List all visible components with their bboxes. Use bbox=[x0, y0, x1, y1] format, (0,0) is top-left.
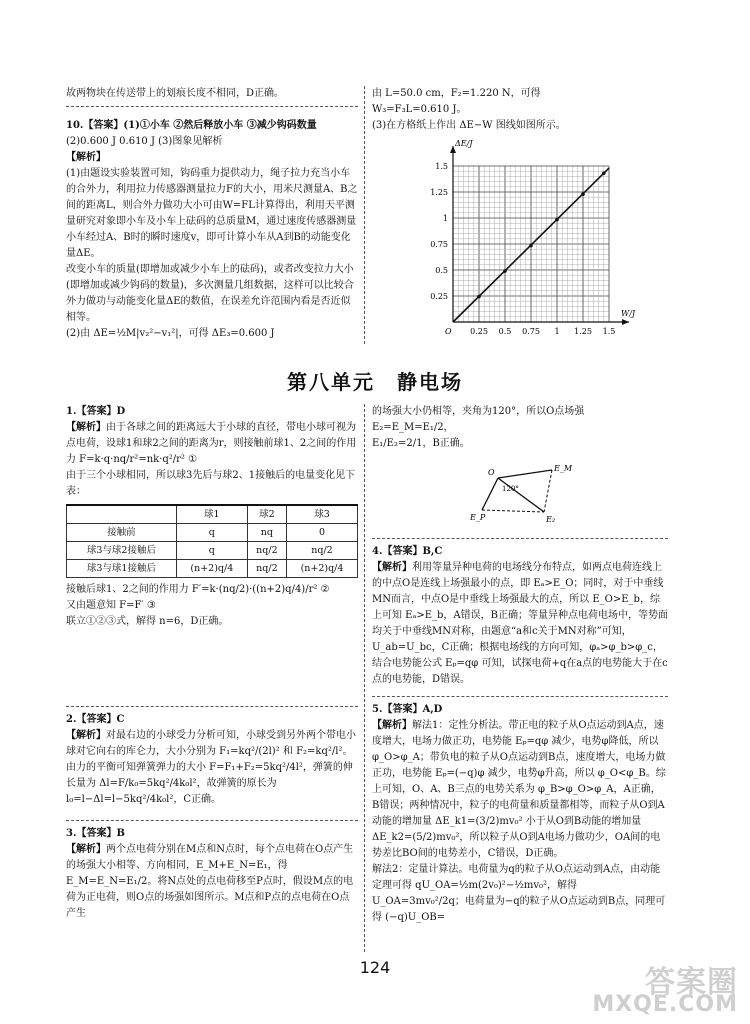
table-cell: (n+2)q/4 bbox=[176, 560, 247, 578]
y-axis-label: ΔE/J bbox=[455, 140, 473, 148]
q4-p1: 利用等量异种电荷的电场线分布特点，如两点电荷连线上的中点O是连线上场强最小的点，即 Eₐ>E_O；同时，对于中垂线MN而言，中点O是中垂线上场强最大的点，所以 E_O>E_b，综上可知 Eₐ>E_b，A错误，B正确；等量异种点电荷电场中，等势面均关于中垂线MN对称，由题意“a和c关于MN对称”可知，U_ab=U_bc，C正确；根据电场线的方向可知，φₐ>φ_b>φ_c，结合电势能公式 Eₚ=qφ 可知，试探电荷+q在a点的电势能大于在c点的电势能，D错误。 bbox=[372, 562, 668, 685]
parallelogram-side bbox=[482, 510, 544, 512]
q2-p1: 对最右边的小球受力分析可知，小球受到另外两个带电小球对它向右的库仑力，大小分别为 F₁=kq²/(2l)² 和 F₂=kq²/l²。 bbox=[66, 730, 356, 757]
prev-answer-tail: 故两物块在传送带上的划痕长度不相同，D正确。 bbox=[66, 88, 285, 99]
q10-answer-line2: (2)0.600 J 0.610 J (3)图象见解析 bbox=[66, 136, 223, 147]
y-tick-label: 1.5 bbox=[435, 162, 448, 171]
data-point bbox=[477, 295, 481, 299]
x-tick-label: 1 bbox=[554, 327, 560, 336]
divider bbox=[372, 696, 668, 697]
q10-analysis-tag: 【解析】 bbox=[66, 152, 106, 163]
q1-p1: 由于各球之间的距离远大于小球的直径，带电小球可视为点电荷，设球1和球2之间的距离为r，则接触前球1、2之间的作用力 F=k·q·nq/r²=nk·q²/r² ① bbox=[66, 422, 357, 465]
origin-label: O bbox=[445, 327, 452, 336]
q2-analysis-tag: 【解析】 bbox=[66, 730, 106, 741]
right-top-block bbox=[372, 86, 668, 134]
right-line1: 由 L=50.0 cm，F₂=1.220 N，可得 bbox=[372, 88, 541, 99]
q5-answer: 5.【答案】A,D bbox=[372, 704, 443, 715]
em-vector bbox=[498, 470, 552, 478]
table-cell: q bbox=[176, 524, 247, 542]
q10-block bbox=[66, 118, 358, 342]
divider bbox=[372, 538, 668, 539]
table-header-row bbox=[67, 505, 358, 524]
q1-analysis-tag: 【解析】 bbox=[66, 422, 106, 433]
table-cell: 接触前 bbox=[67, 524, 177, 542]
table-cell: nq/2 bbox=[247, 560, 286, 578]
y-tick-label: 0.5 bbox=[435, 266, 448, 275]
label-ep: E_P bbox=[470, 513, 486, 522]
q3-cont-p2: E₁/E₂=2/1，B正确。 bbox=[372, 438, 470, 449]
q1-p2: 由于三个小球相同，所以球3先后与球2、1接触后的电量变化见下表： bbox=[66, 470, 356, 497]
y-tick-label: 0.25 bbox=[430, 292, 448, 301]
right-line3: (3)在方格纸上作出 ΔE−W 图线如图所示。 bbox=[372, 120, 566, 131]
table-row bbox=[67, 542, 358, 560]
q3-block bbox=[66, 826, 358, 922]
q2-block bbox=[66, 712, 358, 808]
q3-answer: 3.【答案】B bbox=[66, 828, 125, 839]
table-row bbox=[67, 560, 358, 578]
q5-analysis-tag: 【解析】 bbox=[372, 720, 412, 731]
q1-p5: 联立①②③式，解得 n=6，D正确。 bbox=[66, 616, 229, 627]
table-header bbox=[67, 505, 177, 524]
x-tick-label: 0.5 bbox=[498, 327, 512, 336]
q3-cont-p1: 的场强大小仍相等，夹角为120°，所以O点场强 E₂=E_M=E₁/2， bbox=[372, 406, 585, 433]
data-point bbox=[581, 192, 585, 196]
q10-analysis-p3: (2)由 ΔE=½M|v₂²−v₁²|，可得 ΔE₃=0.600 J bbox=[66, 328, 275, 339]
data-point bbox=[529, 244, 533, 248]
q1-answer: 1.【答案】D bbox=[66, 406, 126, 417]
right-line2: W₃=F₃L=0.610 J。 bbox=[372, 104, 467, 115]
q10-analysis-p1: (1)由题设实验装置可知，钩码重力提供动力，绳子拉力充当小车的合外力，利用拉力传感器测量拉力F的大小，用米尺测量A、B之间的距离L，则合外力做功大小可由W=FL计算得出，利用天平测量研究对象即小车及小车上砝码的总质量M，通过速度传感器测量小车经过A、B时的瞬时速度v，即可计算小车从A到B的动能变化量ΔE。 bbox=[66, 168, 358, 259]
table-cell: 0 bbox=[287, 524, 358, 542]
column-separator bbox=[364, 404, 365, 952]
page-number: 124 bbox=[359, 958, 391, 977]
e2-vector bbox=[498, 478, 544, 512]
unit-title: 第八单元 静电场 bbox=[287, 370, 463, 394]
table-cell: nq bbox=[247, 524, 286, 542]
y-tick-label: 1 bbox=[442, 214, 448, 223]
q1-p4: 又由题意知 F=F′ ③ bbox=[66, 600, 156, 611]
q4-analysis-tag: 【解析】 bbox=[372, 562, 412, 573]
x-tick-label: 1.25 bbox=[574, 327, 592, 336]
x-tick-label: 0.25 bbox=[470, 327, 488, 336]
table-cell: 球3与球2接触后 bbox=[67, 542, 177, 560]
table-cell: 球3与球1接触后 bbox=[67, 560, 177, 578]
label-e2: E₂ bbox=[546, 515, 556, 524]
table-header: 球3 bbox=[287, 505, 358, 524]
q3-continued-block bbox=[372, 404, 668, 452]
left-top-block bbox=[66, 86, 358, 102]
q1-block bbox=[66, 404, 358, 630]
x-axis-label: W/J bbox=[621, 309, 635, 318]
divider bbox=[66, 820, 358, 821]
divider bbox=[66, 706, 358, 707]
q5-p2: 解法2：定量计算法。电荷量为q的粒子从O点运动到A点，由动能定理可得 qU_OA=½m(2v₀)²−½mv₀²，解得 U_OA=3mv₀²/2q；电荷量为−q的粒子从O点运动到B点，同理可得 (−q)U_OB= bbox=[372, 864, 666, 923]
table-row bbox=[67, 524, 358, 542]
data-point bbox=[602, 171, 606, 175]
table-cell: nq/2 bbox=[247, 542, 286, 560]
table-cell: (n+2)q/4 bbox=[287, 560, 358, 578]
parallelogram-side bbox=[544, 470, 552, 512]
q3-p1: 两个点电荷分别在M点和N点时，每个点电荷在O点产生的场强大小相等、方向相同，E_M+E_N=E₁，得 E_M=E_N=E₁/2。将N点处的点电荷移至P点时，假设M点的电荷为正电荷，则O点的场强如图所示。M点和P点的点电荷在O点产生 bbox=[66, 844, 354, 919]
label-em: E_M bbox=[554, 464, 573, 473]
data-point bbox=[555, 218, 559, 222]
table-cell: q bbox=[176, 542, 247, 560]
energy-work-chart bbox=[425, 140, 635, 345]
q4-answer: 4.【答案】B,C bbox=[372, 546, 443, 557]
data-point bbox=[503, 269, 507, 273]
ep-vector bbox=[482, 478, 498, 510]
q2-answer: 2.【答案】C bbox=[66, 714, 125, 725]
table-header: 球2 bbox=[247, 505, 286, 524]
x-tick-label: 1.5 bbox=[602, 327, 616, 336]
q2-p2: 由力的平衡可知弹簧弹力的大小 F=F₁+F₂=5kq²/4l²，弹簧的伸长量为 Δl=F/k₀=5kq²/4k₀l²，故弹簧的原长为 l₀=l−Δl=l−5kq²/4k₀l²，C正确。 bbox=[66, 762, 353, 805]
field-vector-diagram bbox=[468, 462, 580, 524]
watermark-logo: 答案圈 MXQE.COM bbox=[592, 965, 738, 1017]
column-separator bbox=[364, 86, 365, 344]
table-header: 球1 bbox=[176, 505, 247, 524]
charge-table bbox=[66, 504, 358, 578]
x-tick-label: 0.75 bbox=[522, 327, 540, 336]
q10-analysis-p2: 改变小车的质量(即增加或减少小车上的砝码)，或者改变拉力大小(即增加或减少钩码的数量)，多次测量几组数据，这样可以比较合外力做功与动能变化量ΔE的数值，在误差允许范围内看是否近似相等。 bbox=[66, 264, 354, 323]
q10-answer: 10.【答案】(1)①小车 ②然后释放小车 ③减少钩码数量 bbox=[66, 120, 317, 131]
q4-block bbox=[372, 544, 668, 688]
divider bbox=[66, 106, 358, 107]
label-o: O bbox=[488, 468, 495, 477]
q3-analysis-tag: 【解析】 bbox=[66, 844, 106, 855]
q5-p1: 解法1：定性分析法。带正电的粒子从O点运动到A点，速度增大，电场力做正功，电势能 Eₚ=qφ 减少，电势φ降低，所以 φ_O>φ_A；带负电的粒子从O点运动到B点，速度增大，电场力做正功，电势能 Eₚ=(−q)φ 减少，电势φ升高，所以 φ_O<φ_B。综上可知，O、A、B三点的电势关系为 φ_B>φ_O>φ_A，A正确，B错误；两种情况中，粒子的电荷量和质量都相等，而粒子从O到A动能的增加量 ΔE_k1=(3/2)mv₀² 小于从O到B动能的增加量 ΔE_k2=(5/2)mv₀²，所以粒子从O到A电场力做功少，OA间的电势差比BO间的电势差小，C错误，D正确。 bbox=[372, 720, 666, 859]
x-axis-arrow bbox=[622, 319, 629, 325]
q5-block bbox=[372, 702, 668, 926]
table-cell: nq/2 bbox=[287, 542, 358, 560]
q1-p3: 接触后球1、2之间的作用力 F′=k·(nq/2)·((n+2)q/4)/r² ② bbox=[66, 584, 330, 595]
y-tick-label: 0.75 bbox=[430, 240, 448, 249]
label-angle: 120° bbox=[502, 485, 519, 493]
y-tick-label: 1.25 bbox=[430, 188, 448, 197]
